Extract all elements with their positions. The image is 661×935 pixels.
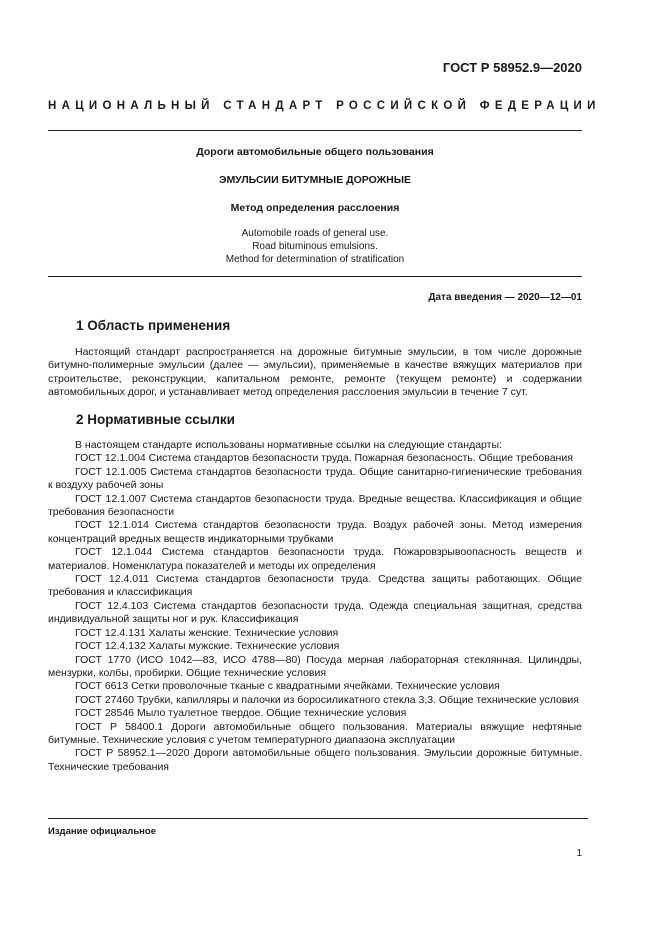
reference-item: ГОСТ 12.4.132 Халаты мужские. Технические условия	[75, 640, 340, 653]
title-line-1: Дороги автомобильные общего пользования	[196, 146, 434, 158]
english-title	[48, 227, 582, 266]
section-2-heading: 2 Нормативные ссылки	[76, 412, 235, 427]
document-code: ГОСТ Р 58952.9—2020	[442, 60, 582, 75]
reference-item: ГОСТ 1770 (ИСО 1042—83, ИСО 4788—80) Посуда мерная лабораторная стеклянная. Цилиндры, мензурки, колбы, пробирки. Общие технические условия	[48, 653, 582, 679]
reference-item: ГОСТ 12.4.131 Халаты женские. Технические условия	[75, 626, 339, 639]
top-divider	[48, 130, 582, 131]
reference-item: ГОСТ 28546 Мыло туалетное твердое. Общие технические условия	[75, 707, 407, 720]
reference-item: ГОСТ Р 58400.1 Дороги автомобильные общего пользования. Материалы вяжущие нефтяные битумные. Технические условия с учетом температурного диапазона эксплуатации	[48, 720, 582, 746]
page-number: 1	[576, 848, 582, 859]
introduction-date: Дата введения — 2020—12—01	[428, 292, 582, 303]
reference-item: ГОСТ 6613 Сетки проволочные тканые с квадратными ячейками. Технические условия	[75, 680, 500, 693]
footer-divider	[48, 818, 588, 819]
section-1-body	[48, 346, 582, 400]
reference-item: ГОСТ Р 58952.1—2020 Дороги автомобильные общего пользования. Эмульсии дорожные битумные. Технические требования	[48, 747, 582, 773]
title-divider	[48, 276, 582, 277]
section-1-heading: 1 Область применения	[76, 318, 231, 333]
references-intro: В настоящем стандарте использованы нормативные ссылки на следующие стандарты:	[75, 439, 502, 451]
english-title-line-3: Method for determination of stratification	[225, 254, 405, 265]
reference-item: ГОСТ 12.1.004 Система стандартов безопасности труда. Пожарная безопасность. Общие требования	[75, 452, 573, 465]
reference-item: ГОСТ 27460 Трубки, капилляры и палочки из боросиликатного стекла 3,3. Общие технические условия	[75, 693, 579, 706]
title-line-3: Метод определения расслоения	[230, 202, 400, 214]
reference-item: ГОСТ 12.1.044 Система стандартов безопасности труда. Пожаровзрывоопасность веществ и материалов. Номенклатура показателей и методы их определения	[48, 546, 582, 572]
official-edition-label: Издание официальное	[48, 826, 156, 837]
title-line-2: ЭМУЛЬСИИ БИТУМНЫЕ ДОРОЖНЫЕ	[218, 174, 412, 186]
english-title-line-2: Road bituminous emulsions.	[252, 241, 378, 252]
english-title-line-1: Automobile roads of general use.	[241, 228, 389, 239]
national-standard-banner: НАЦИОНАЛЬНЫЙ СТАНДАРТ РОССИЙСКОЙ ФЕДЕРАЦИИ	[48, 100, 601, 112]
normative-references-list	[48, 439, 582, 774]
reference-item: ГОСТ 12.4.103 Система стандартов безопасности труда. Одежда специальная защитная, средства индивидуальной защиты ног и рук. Классификация	[48, 599, 582, 626]
reference-item: ГОСТ 12.1.014 Система стандартов безопасности труда. Воздух рабочей зоны. Метод измерения концентраций вредных веществ индикаторными трубками	[48, 519, 582, 545]
title-block	[48, 146, 582, 266]
section-1-paragraph: Настоящий стандарт распространяется на дорожные битумные эмульсии, в том числе дорожные битумно-полимерные эмульсии (далее — эмульсии), применяемые в качестве вяжущих материалов при строительстве, реконструкции, капитальном ремонте, ремонте (текущем ремонте) и содержании автомобильных дорог, и устанавливает метод определения расслоения эмульсии в течение 7 сут.	[48, 346, 582, 399]
reference-item: ГОСТ 12.4.011 Система стандартов безопасности труда. Средства защиты работающих. Общие требования и классификация	[48, 573, 582, 599]
reference-item: ГОСТ 12.1.005 Система стандартов безопасности труда. Общие санитарно-гигиенические требования к воздуху рабочей зоны	[48, 465, 582, 492]
reference-item: ГОСТ 12.1.007 Система стандартов безопасности труда. Вредные вещества. Классификация и общие требования безопасности	[48, 492, 582, 519]
